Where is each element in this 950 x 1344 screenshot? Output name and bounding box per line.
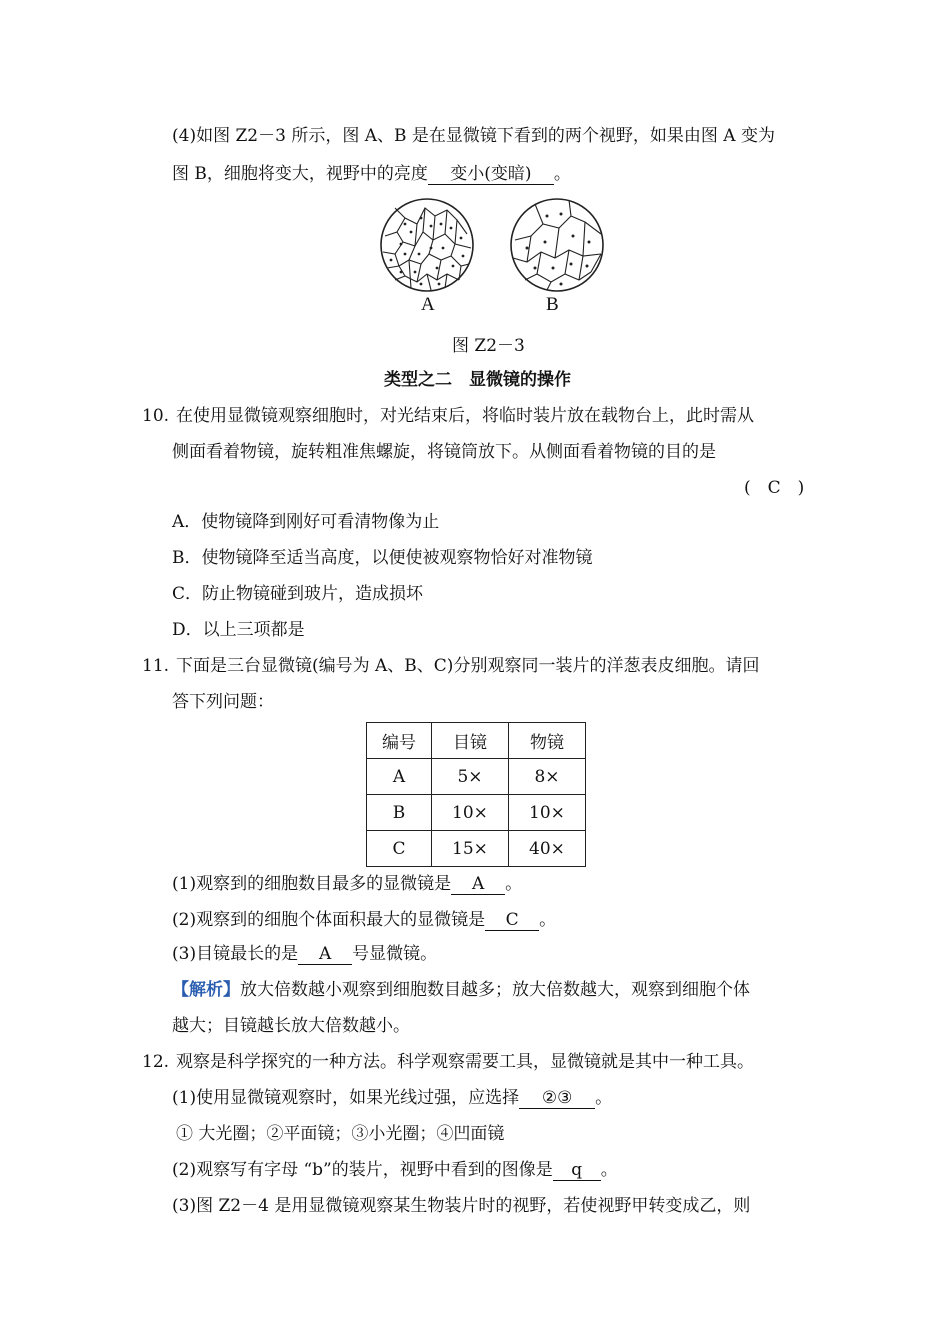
q12-sub2-answer: q [553, 1160, 601, 1181]
figure-label-a: A [421, 294, 435, 315]
table-cell: B [367, 795, 432, 831]
q10-option-c: C．防止物镜碰到玻片，造成损坏 [172, 584, 424, 604]
table-header-row [367, 723, 586, 759]
q10-answer: ( C ) [744, 478, 805, 498]
q11-sub3 [172, 942, 437, 966]
table-header: 物镜 [509, 723, 586, 759]
view-a-cells [381, 199, 473, 291]
table-cell: 10× [432, 795, 509, 831]
q11-sub1 [172, 872, 522, 896]
figure-z2-3 [375, 196, 655, 296]
q12-sub2-suffix: 。 [600, 1160, 618, 1180]
q10-option-a: A．使物镜降到刚好可看清物像为止 [172, 512, 440, 532]
section-title: 类型之二 显微镜的操作 [384, 370, 571, 390]
q10-line1: 在使用显微镜观察细胞时，对光结束后，将临时装片放在载物台上，此时需从 [176, 406, 754, 426]
q12-sub1-suffix: 。 [595, 1088, 613, 1108]
q10-line2: 侧面看着物镜，旋转粗准焦螺旋，将镜筒放下。从侧面看着物镜的目的是 [172, 442, 716, 462]
q9-4-line1: (4)如图 Z2－3 所示，图 A、B 是在显微镜下看到的两个视野，如果由图 A 变为 [172, 126, 775, 146]
q9-4-line2 [172, 162, 571, 186]
q11-line2: 答下列问题： [172, 692, 274, 712]
q11-sub1-prefix: (1)观察到的细胞数目最多的显微镜是 [172, 874, 452, 894]
analysis-tag: 【解析】 [172, 980, 240, 1000]
q11-analysis-line2: 越大；目镜越长放大倍数越小。 [172, 1016, 410, 1036]
q10-option-d: D．以上三项都是 [172, 620, 305, 640]
q12-number: 12. [142, 1052, 170, 1072]
figure-label-b: B [546, 294, 559, 315]
figure-caption: 图 Z2－3 [452, 336, 525, 356]
q11-sub1-answer: A [451, 874, 505, 895]
q11-line1: 下面是三台显微镜(编号为 A、B、C)分别观察同一装片的洋葱表皮细胞。请回 [176, 656, 760, 676]
table-cell: 5× [432, 759, 509, 795]
table-row [367, 759, 586, 795]
q11-sub2-prefix: (2)观察到的细胞个体面积最大的显微镜是 [172, 910, 486, 930]
q11-sub3-suffix: 号显微镜。 [352, 944, 438, 964]
q11-sub2 [172, 908, 556, 932]
analysis-text: 放大倍数越小观察到细胞数目越多；放大倍数越大，观察到细胞个体 [240, 980, 750, 1000]
q10-option-b: B．使物镜降至适当高度，以便使被观察物恰好对准物镜 [172, 548, 593, 568]
q12-sub2-prefix: (2)观察写有字母 “b”的装片，视野中看到的图像是 [172, 1160, 553, 1180]
q12-choices: ① 大光圈；②平面镜；③小光圈；④凹面镜 [176, 1124, 505, 1144]
q9-4-prefix: 图 B，细胞将变大，视野中的亮度 [172, 164, 428, 184]
q11-sub2-answer: C [485, 910, 539, 931]
q10-number: 10. [142, 406, 170, 426]
q11-sub2-suffix: 。 [539, 910, 557, 930]
q11-sub1-suffix: 。 [505, 874, 523, 894]
q9-4-answer: 变小(变暗) [428, 164, 554, 185]
q11-sub3-prefix: (3)目镜最长的是 [172, 944, 299, 964]
q11-number: 11. [142, 656, 170, 676]
q12-sub1 [172, 1086, 612, 1110]
table-cell: C [367, 831, 432, 867]
table-row [367, 795, 586, 831]
q11-sub3-answer: A [298, 944, 352, 965]
q12-sub1-prefix: (1)使用显微镜观察时，如果光线过强，应选择 [172, 1088, 520, 1108]
table-header: 目镜 [432, 723, 509, 759]
q12-sub1-answer: ②③ [519, 1088, 595, 1109]
table-cell: 8× [509, 759, 586, 795]
table-cell: 10× [509, 795, 586, 831]
table-cell: 40× [509, 831, 586, 867]
view-b-cells [511, 199, 603, 291]
q12-sub3: (3)图 Z2－4 是用显微镜观察某生物装片时的视野，若使视野甲转变成乙，则 [172, 1196, 751, 1216]
table-row [367, 831, 586, 867]
q12-sub2 [172, 1158, 618, 1182]
table-header: 编号 [367, 723, 432, 759]
table-cell: 15× [432, 831, 509, 867]
q11-analysis-line1 [172, 978, 750, 1002]
q12-line1: 观察是科学探究的一种方法。科学观察需要工具，显微镜就是其中一种工具。 [176, 1052, 754, 1072]
q9-4-suffix: 。 [553, 164, 571, 184]
microscope-table [366, 722, 586, 867]
table-cell: A [367, 759, 432, 795]
